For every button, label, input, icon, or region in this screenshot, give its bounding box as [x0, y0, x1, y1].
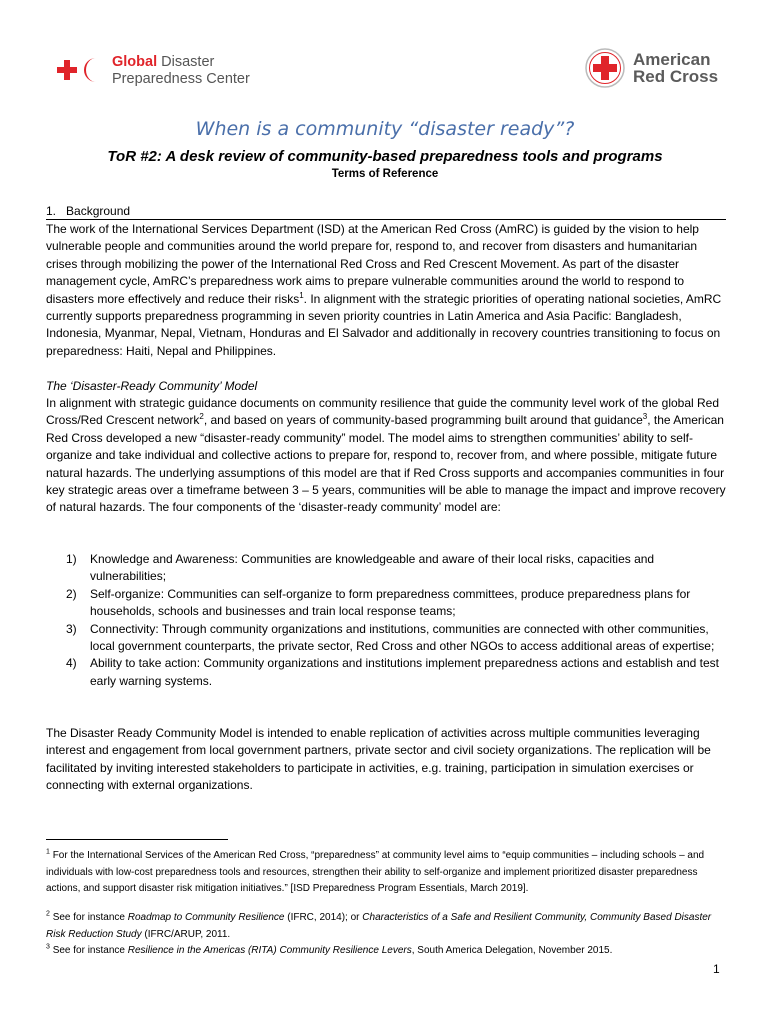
- footnote-text: For the International Services of the American Red Cross, “preparedness” at community level aims to “equip communities – including schools – and individuals with low-cost preparedness tools and resources, strengthen their ability to self-organize and implement prioritized disaster preparedness actions, and support disaster risk mitigation initiatives.” [ISD Preparedness Program Essentials, March 2019].: [46, 850, 705, 894]
- arc-logo-text: [633, 51, 718, 85]
- footnote-3: [46, 943, 726, 960]
- list-item-number: 4): [66, 656, 77, 671]
- red-cross-badge-icon: [585, 48, 625, 88]
- footnote-text: See for instance: [52, 912, 128, 923]
- gdpc-logo-line2: Preparedness Center: [112, 71, 250, 87]
- section-title: Background: [66, 204, 131, 218]
- footnote-2: [46, 910, 726, 943]
- footnote-number: 3: [46, 943, 50, 951]
- footnote-text: (IFRC/ARUP, 2011.: [141, 928, 231, 940]
- footnote-ref-3[interactable]: 3: [642, 412, 648, 422]
- list-item-text: Ability to take action: Community organizations and institutions implement preparedness actions and establish and test early warning systems.: [90, 656, 720, 688]
- background-paragraph: [46, 221, 730, 360]
- footnote-title: Roadmap to Community Resilience: [127, 912, 285, 923]
- model-text-c: , the American Red Cross developed a new “disaster-ready community” model. The model aims to strengthen communities’ ability to self-organize and take individual and collective actions to prepare for, respond to, recover from, and where possible, mitigate future natural hazards. The underlying assumptions of this model are that if Red Cross supports and accompanies communities in four key strategic areas over a timeframe between 3 – 5 years, communities will be able to manage the impact and improve recovery of natural hazards. The four components of the ‘disaster-ready community’ model are:: [46, 413, 726, 515]
- model-components-list: [46, 551, 730, 690]
- footnote-1: [46, 848, 726, 898]
- page-number: 1: [713, 962, 720, 976]
- footnote-ref-1[interactable]: 1: [299, 290, 304, 300]
- list-item: [46, 655, 730, 690]
- model-text-a: In alignment with strategic guidance documents on community resilience that guide the community level work of the global Red Cross/Red Crescent network: [46, 396, 720, 428]
- model-heading: The ‘Disaster-Ready Community’ Model: [46, 379, 258, 393]
- section-number: 1.: [46, 204, 57, 218]
- footnote-text: See for instance: [52, 945, 128, 956]
- list-item-number: 3): [66, 621, 77, 636]
- background-text-a: The work of the International Services Department (ISD) at the American Red Cross (AmRC) is guided by the vision to help vulnerable people and communities around the world prepare for, respond to, and recover from disasters and humanitarian crises through mobilizing the power of the International Red Cross and Red Crescent Movement. As part of the disaster management cycle, AmRC’s preparedness work aims to prepare vulnerable communities around the world to respond to disasters more effectively and reduce their risks: [46, 222, 699, 306]
- document-subtitle: ToR #2: A desk review of community-based preparedness tools and programs: [107, 148, 663, 165]
- arc-logo-line1: American: [633, 50, 711, 69]
- background-text-b: . In alignment with the strategic priorities of operating national societies, AmRC currently supports preparedness programming in seven priority countries in Latin America and Asia Pacific: Bangladesh, Indonesia, Myanmar, Nepal, Vietnam, Honduras and El Salvador and additionally in recovery countries transitioning to focus on preparedness: Haiti, Nepal and Philippines.: [46, 291, 722, 358]
- gdpc-logo-word-disaster: Disaster: [161, 54, 215, 70]
- list-item-text: Connectivity: Through community organizations and institutions, communities are connected with other communities, local government counterparts, the private sector, Red Cross and other NGOs to access additional areas of expertise;: [90, 621, 715, 654]
- document-title: When is a community “disaster ready”?: [195, 118, 575, 140]
- footnote-number: 1: [46, 848, 50, 856]
- list-item: [46, 551, 730, 586]
- gdpc-logo-text: [112, 54, 250, 88]
- list-item-text: Self-organize: Communities can self-organize to form preparedness committees, produce preparedness plans for households, schools and businesses and train local response teams;: [90, 586, 691, 619]
- model-text-b: , and based on years of community-based programming built around that guidance: [203, 413, 643, 428]
- model-paragraph: [46, 395, 730, 517]
- footnote-divider: [46, 839, 228, 840]
- list-item-number: 1): [66, 552, 77, 566]
- footnote-text: (IFRC, 2014); or: [284, 912, 363, 923]
- red-crescent-icon: [80, 57, 104, 83]
- footnote-title: Resilience in the Americas (RITA) Community Resilience Levers: [127, 945, 412, 956]
- footnote-text: , South America Delegation, November 2015.: [411, 945, 613, 956]
- arc-logo-line2: Red Cross: [633, 67, 719, 86]
- footnote-title: Characteristics of a Safe and Resilient Community, Community Based Disaster Risk Reduction Study: [46, 912, 712, 940]
- list-item-number: 2): [66, 586, 77, 601]
- section-heading-background: [46, 204, 726, 220]
- footnote-number: 2: [46, 910, 50, 918]
- closing-paragraph: The Disaster Ready Community Model is intended to enable replication of activities across multiple communities leveraging interest and engagement from local government partners, private sector and civil society organizations. The replication will be facilitated by inviting interested stakeholders to participate in activities, e.g. training, participation in simulation exercises or connecting with external organizations.: [46, 726, 711, 793]
- list-item: [46, 586, 730, 621]
- terms-of-reference-label: Terms of Reference: [331, 168, 439, 180]
- gdpc-logo-word-global: Global: [112, 54, 158, 70]
- red-cross-icon: [57, 60, 77, 80]
- list-item: [46, 621, 730, 656]
- list-item-text: Knowledge and Awareness: Communities are knowledgeable and aware of their local risks, capacities and vulnerabilities;: [90, 552, 655, 584]
- footnote-ref-2[interactable]: 2: [199, 412, 204, 422]
